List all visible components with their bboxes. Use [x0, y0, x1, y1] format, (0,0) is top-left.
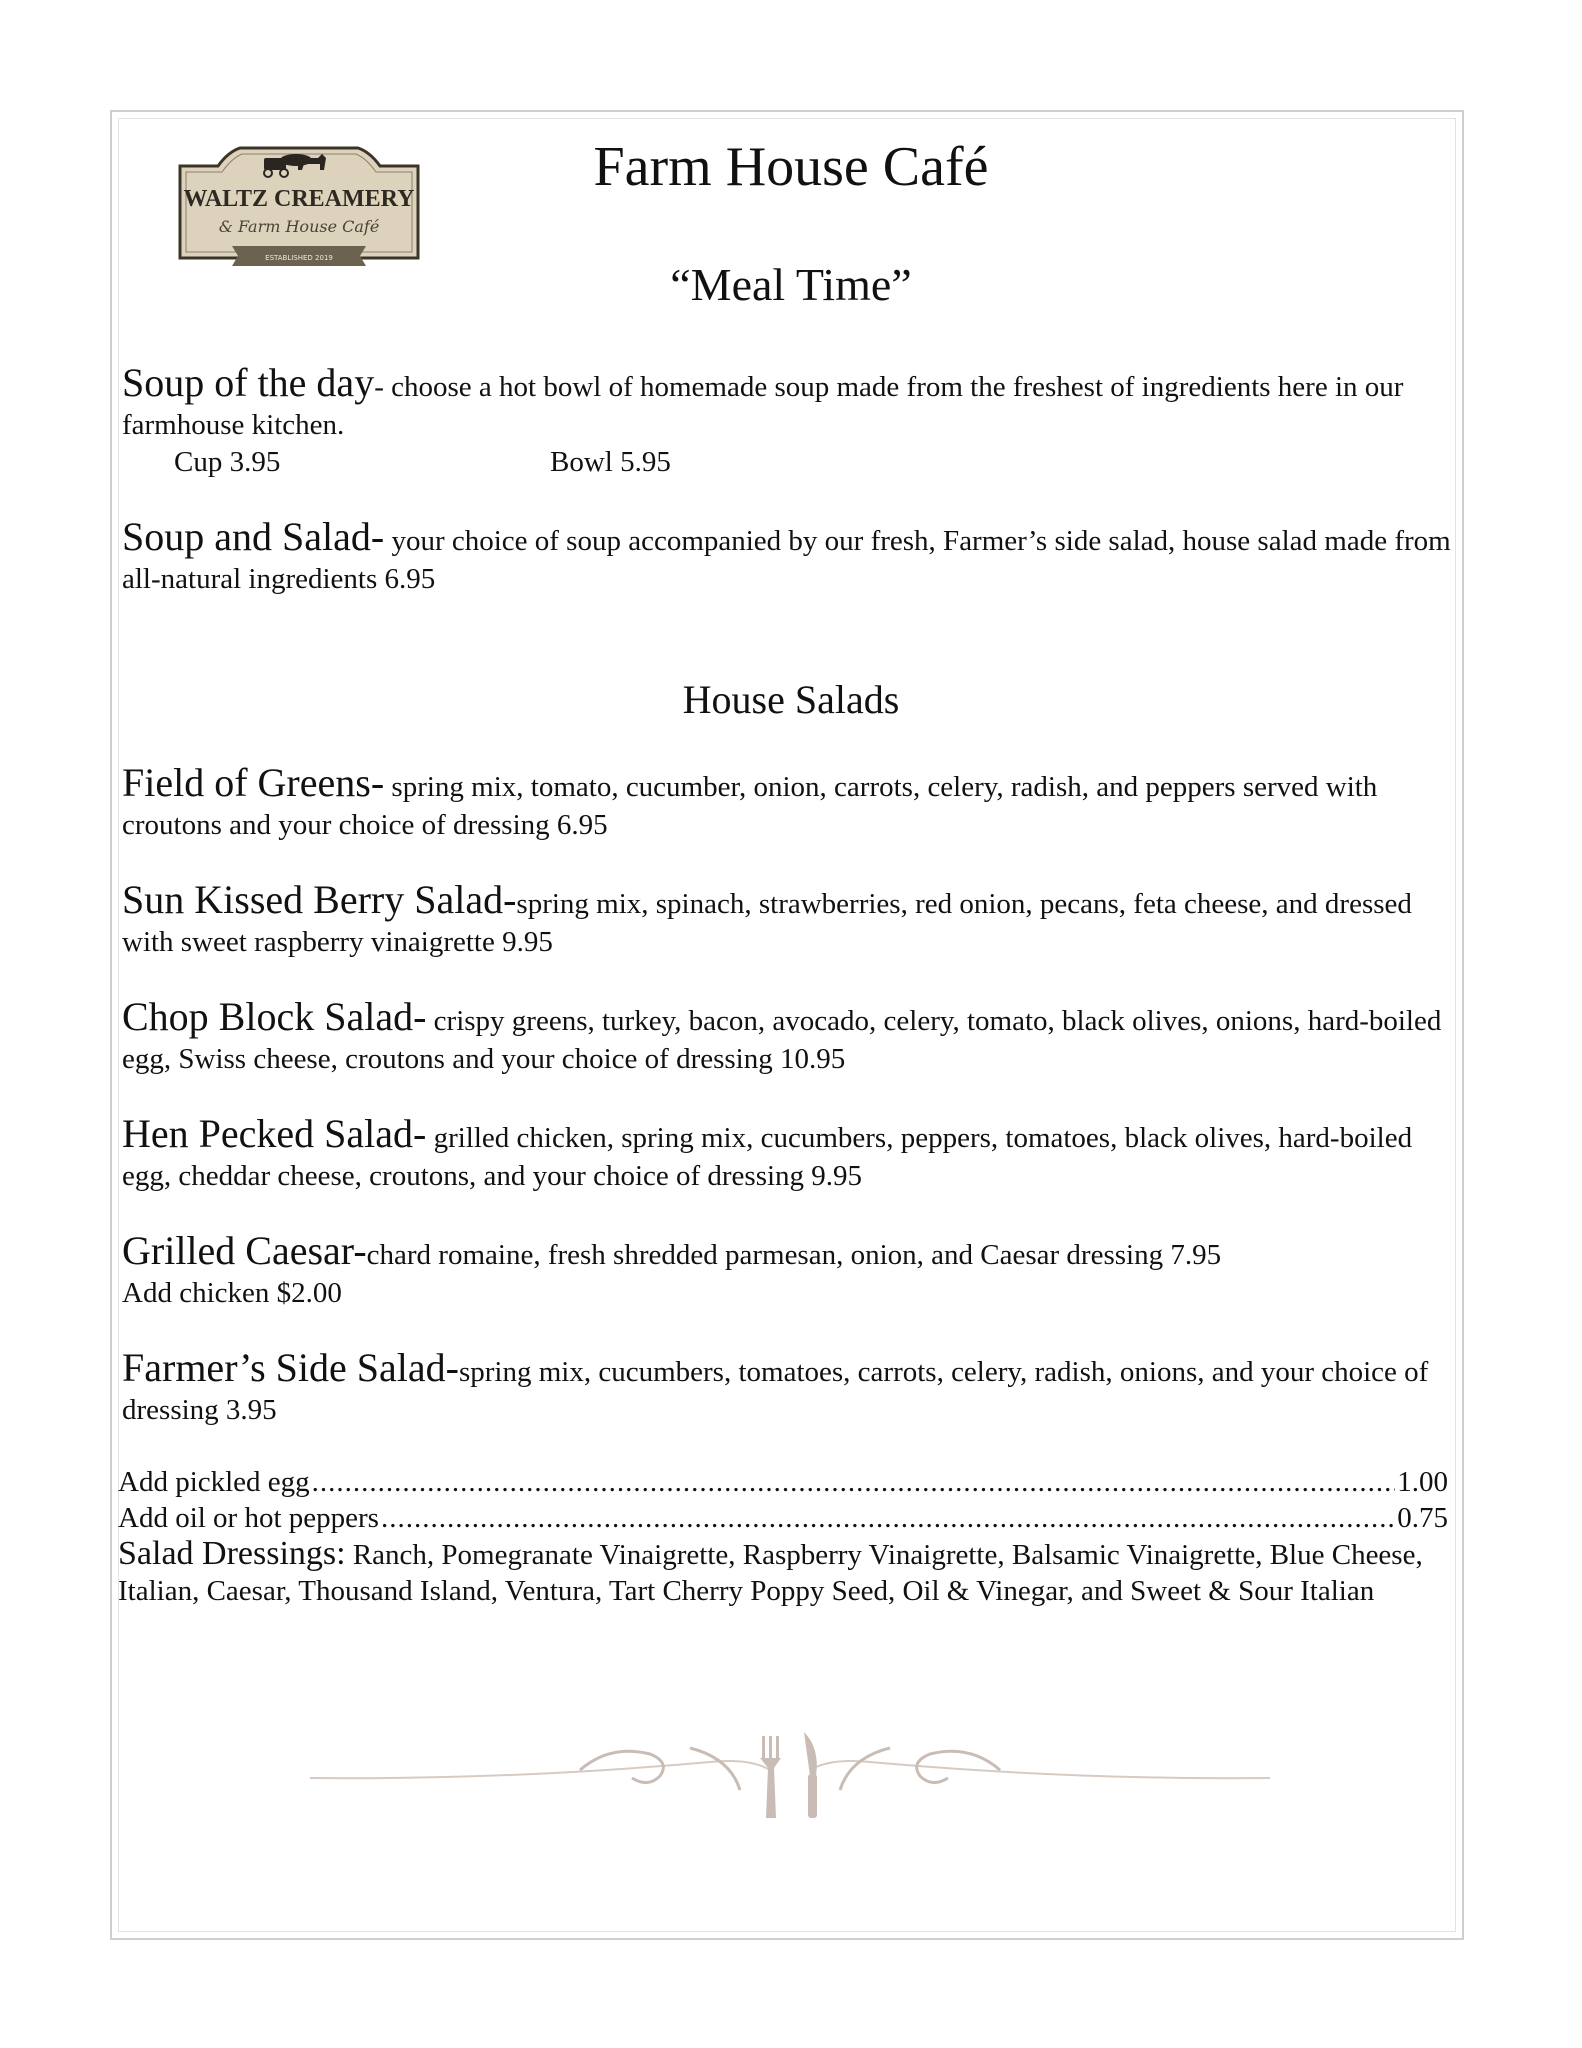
menu-item-description: spring mix, tomato, cucumber, onion, carrots, celery, radish, and peppers served with croutons and your choice of dressing 6.95 — [122, 771, 1378, 841]
menu-item-name: Farmer’s Side Salad- — [122, 1345, 459, 1390]
section-heading-house-salads: House Salads — [682, 677, 900, 722]
menu-item-farmers-side-salad — [122, 1345, 1462, 1429]
menu-item-soup-and-salad — [122, 514, 1462, 598]
menu-item-chop-block-salad — [122, 994, 1462, 1078]
addon-label: Add oil or hot peppers — [118, 1502, 379, 1534]
salad-dressings-title: Salad Dressings: — [118, 1535, 346, 1572]
fork-knife-flourish-divider — [310, 1718, 1270, 1828]
addon-label: Add pickled egg — [118, 1466, 310, 1498]
menu-item-description: choose a hot bowl of homemade soup made from the freshest of ingredients here in our farmhouse kitchen. — [122, 371, 1404, 441]
menu-item-description: spring mix, spinach, strawberries, red onion, pecans, feta cheese, and dressed with sweet raspberry vinaigrette 9.95 — [122, 888, 1412, 958]
menu-item-description: grilled chicken, spring mix, cucumbers, peppers, tomatoes, black olives, hard-boiled egg, cheddar cheese, croutons, and your choice of dressing 9.95 — [122, 1122, 1413, 1192]
menu-item-sun-kissed-berry-salad — [122, 877, 1462, 961]
menu-item-description: your choice of soup accompanied by our fresh, Farmer’s side salad, house salad made from all-natural ingredients 6.95 — [122, 525, 1451, 595]
menu-item-soup-of-the-day: Soup of the day- choose a hot bowl of homemade soup made from the freshest of ingredients here in our farmhouse kitchen. — [122, 360, 1404, 441]
knife-icon — [804, 1732, 817, 1818]
soup-bowl-price: Bowl 5.95 — [550, 446, 671, 478]
dot-leader — [381, 1500, 1395, 1536]
menu-item-name: Soup and Salad- — [122, 514, 385, 559]
menu-item-description: spring mix, cucumbers, tomatoes, carrots, celery, radish, onions, and your choice of dressing 3.95 — [122, 1356, 1429, 1426]
salad-dressings-options: Ranch, Pomegranate Vinaigrette, Raspberry Vinaigrette, Balsamic Vinaigrette, Blue Cheese, Italian, Caesar, Thousand Island, Ventura, Tart Cherry Poppy Seed, Oil & Vinegar, and Sweet & Sour Italian — [118, 1539, 1423, 1607]
dot-leader — [312, 1464, 1396, 1500]
menu-item-addon-text: Add chicken $2.00 — [122, 1277, 342, 1309]
menu-item-field-of-greens — [122, 760, 1462, 844]
page-title: Farm House Café — [593, 136, 989, 198]
addon-row-pickled-egg — [118, 1464, 1448, 1500]
logo-established-text: ESTABLISHED 2019 — [265, 254, 333, 262]
menu-item-hen-pecked-salad — [122, 1111, 1462, 1195]
soup-cup-price: Cup 3.95 — [174, 446, 281, 478]
menu-item-name: Chop Block Salad- — [122, 994, 427, 1039]
menu-item-name: Sun Kissed Berry Salad- — [122, 877, 517, 922]
addon-price: 1.00 — [1397, 1466, 1448, 1498]
addon-row-oil-or-hot-peppers — [118, 1500, 1448, 1536]
menu-item-description: crispy greens, turkey, bacon, avocado, celery, tomato, black olives, onions, hard-boiled egg, Swiss cheese, croutons and your choice of dressing 10.95 — [122, 1005, 1442, 1075]
logo-tagline-text: & Farm House Café — [218, 217, 380, 236]
menu-item-description: chard romaine, fresh shredded parmesan, onion, and Caesar dressing 7.95 — [366, 1239, 1222, 1271]
menu-item-grilled-caesar — [122, 1228, 1462, 1312]
menu-item-name: Field of Greens- — [122, 760, 385, 805]
salad-dressings-list — [118, 1536, 1448, 1609]
addon-price: 0.75 — [1397, 1502, 1448, 1534]
menu-item-name: Soup of the day — [122, 360, 375, 405]
menu-item-name: Grilled Caesar- — [122, 1228, 367, 1273]
logo-name-text: WALTZ CREAMERY — [183, 186, 415, 212]
extras-section — [118, 1464, 1448, 1609]
fork-icon — [760, 1736, 781, 1818]
menu-item-name: Hen Pecked Salad- — [122, 1111, 427, 1156]
page-subtitle: “Meal Time” — [670, 259, 912, 310]
